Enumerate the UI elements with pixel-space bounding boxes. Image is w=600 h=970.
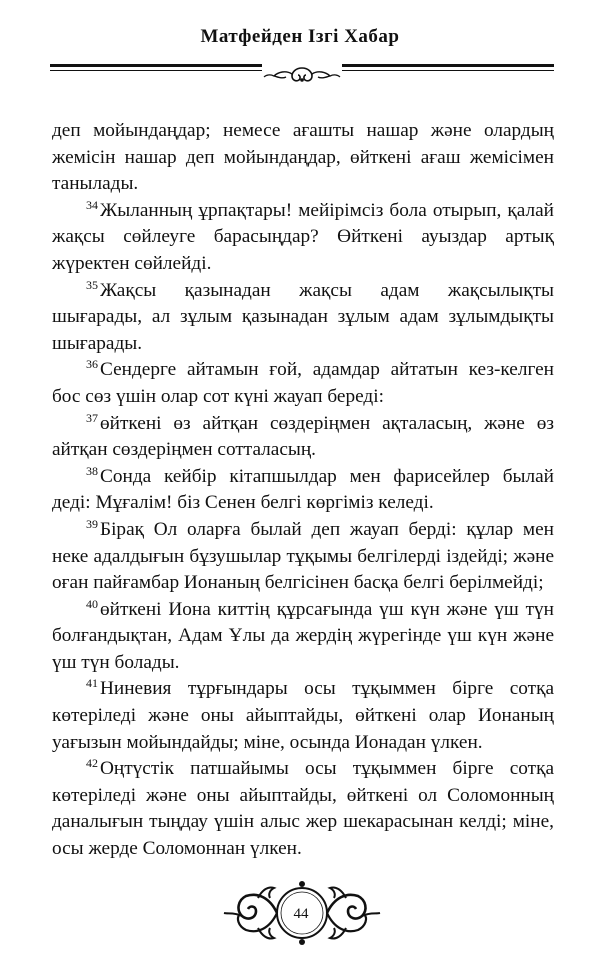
verse-text: деп мойындаңдар; немесе ағашты нашар және олардың жемісін нашар деп мойындаңдар, өйткені ағаш жемісімен танылады.	[52, 120, 554, 195]
header-ornament-icon	[262, 64, 342, 88]
verse-text: Сендерге айтамын ғой, адамдар айтатын кез-келген бос сөз үшін олар сот күні жауап береді:	[52, 359, 554, 407]
verse-text: Жақсы қазынадан жақсы адам жақсылықты шығарады, ал зұлым қазынадан зұлым адам зұлымдықты шығарады.	[52, 279, 554, 354]
verse-number: 35	[86, 277, 98, 292]
verse-text: Бірақ Ол оларға былай деп жауап берді: құлар мен неке адалдығын бұзушылар тұқымы белгілерді іздейді; және оған пайғамбар Ионаның белгісінен басқа белгі берілмейді;	[52, 518, 554, 594]
verse-number: 38	[86, 463, 98, 478]
page-title: Матфейден Ізгі Хабар	[200, 26, 400, 47]
verse-40	[52, 597, 554, 677]
page-number: 44	[293, 906, 309, 922]
verse-number: 36	[86, 357, 98, 372]
verse-39	[52, 517, 554, 597]
text-body	[52, 118, 554, 863]
verse-35	[52, 278, 554, 358]
verse-number: 41	[86, 676, 98, 691]
verse-41	[52, 676, 554, 756]
verse-38	[52, 464, 554, 517]
verse-text: өйткені өз айтқан сөздеріңмен ақталасың, және өз айтқан сөздеріңмен сотталасың.	[52, 412, 554, 461]
verse-number: 39	[86, 516, 98, 531]
verse-text: Жыланның ұрпақтары! мейірімсіз бола отырып, қалай жақсы сөйлеуге барасыңдар? Өйткені ауыздар артық жүректен сөйлейді.	[52, 199, 554, 274]
verse-42	[52, 756, 554, 862]
verse-text: Сонда кейбір кітапшылдар мен фарисейлер былай деді: Мұғалім! біз Сенен белгі көргіміз келеді.	[52, 465, 554, 514]
verse-number: 40	[86, 596, 98, 611]
verse-text: Оңтүстік патшайымы осы тұқыммен бірге сотқа көтеріледі және оны айыптайды, өйткені ол Соломонның даналығын тыңдау үшін алыс жер шекарасынан келді; міне, осы жерде Соломоннан үлкен.	[52, 758, 554, 860]
verse-number: 34	[86, 197, 98, 212]
verse-number: 42	[86, 756, 98, 771]
verse-continuation	[52, 118, 554, 198]
verse-34	[52, 198, 554, 278]
verse-text: өйткені Иона киттің құрсағында үш күн және үш түн болғандықтан, Адам Ұлы да жердің жүрегінде үш күн және үш түн болады.	[52, 598, 554, 673]
verse-37	[52, 411, 554, 464]
verse-36	[52, 357, 554, 410]
verse-text: Ниневия тұрғындары осы тұқыммен бірге сотқа көтеріледі және оны айыптайды, өйткені олар Ионаның уағызын мойындайды; міне, осында Ионадан үлкен.	[52, 678, 554, 753]
verse-number: 37	[86, 410, 98, 425]
